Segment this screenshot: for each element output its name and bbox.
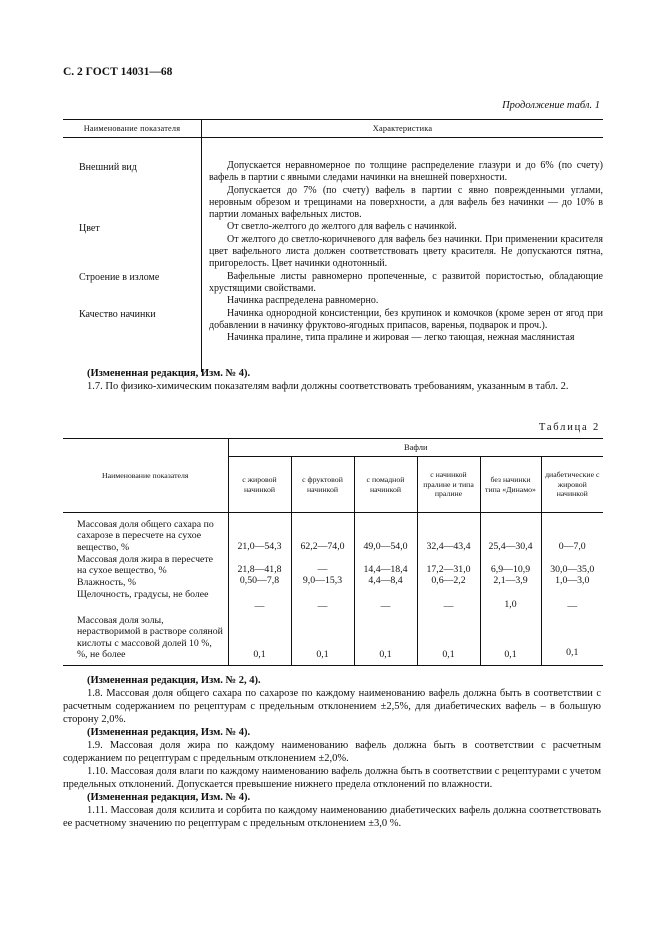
table-1-header (63, 119, 603, 138)
row-name-color: Цвет (79, 223, 100, 234)
clause-1-8: 1.8. Массовая доля общего сахара по сахарозе по каждому наименованию вафель должна быть в соответствии с расчетным содержанием по рецептурам с предельным отклонением ±2,5%, для диабетических вафель – в большую сторону 2,0%. (63, 688, 601, 725)
table-2 (63, 438, 603, 666)
value-cell: — (443, 601, 454, 612)
value-cell: 6,9—10,9 (490, 564, 531, 575)
value-cell: 0,6—2,2 (431, 575, 466, 586)
value-cell: 14,4—18,4 (363, 564, 408, 575)
char-paragraph: Начинка распределена равномерно. (227, 295, 379, 307)
row-name-appearance: Внешний вид (79, 162, 137, 173)
table-1-body (63, 138, 603, 372)
table-2-col-praline (417, 513, 480, 666)
value-cell: 25,4—30,4 (488, 541, 533, 552)
page-header: С. 2 ГОСТ 14031—68 (63, 66, 173, 78)
char-paragraph: От светло-желтого до желтого для вафель с начинкой. (227, 221, 457, 233)
table-2-col-fondant (354, 513, 417, 666)
text-block-1 (63, 367, 601, 393)
clause-1-11: 1.11. Массовая доля ксилита и сорбита по каждому наименованию диабетических вафель должна соответствовать ее расчетному значению по рецептурам с предельным отклонением ±3,0 %. (63, 805, 601, 829)
table-2-bottom-rule (63, 665, 603, 666)
row-name-alkalinity: Щелочность, градусы, не более (77, 589, 209, 600)
char-paragraph: От желтого до светло-коричневого для вафель без начинки. При применении красителя цвет вафельного листа должен соответствовать цвету красителя. Не допускаются пятна, пригорелость. Цвет начинки однотонный. (209, 233, 603, 270)
table-1-char-column (202, 138, 603, 372)
clause-1-9: 1.9. Массовая доля жира по каждому наименованию вафель должна быть в соответствии с расчетным содержанием по рецептурам с предельным отклонением ±2,0%. (63, 740, 601, 764)
col-header-diabetic: диабетические с жировой начинкой (541, 457, 603, 513)
char-paragraph: Допускается до 7% (по счету) вафель в партии с явно поврежденными углами, неровным обрезом и трещинами на поверхности, а для вафель без начинки — до 10% в партии ломаных вафельных листов. (209, 184, 603, 221)
revision-note: (Измененная редакция, Изм. № 4). (87, 792, 251, 803)
value-cell: 9,0—15,3 (302, 575, 343, 586)
col-header-praline: с начинкой пралине и типа пралине (417, 457, 480, 513)
value-cell: 0,1 (442, 649, 455, 660)
table-2-row-names (63, 513, 228, 665)
char-paragraph: Вафельные листы равномерно пропеченные, с развитой пористостью, обладающие хрустящими свойствами. (209, 270, 603, 294)
row-name-sugar: Массовая доля общего сахара по сахарозе в пересчете на сухое вещество, % (77, 519, 214, 553)
value-cell: 0,1 (253, 649, 266, 660)
value-cell: — (317, 601, 328, 612)
value-cell: 21,0—54,3 (237, 541, 282, 552)
value-cell: 0,1 (566, 647, 579, 658)
char-paragraph: Начинка пралине, типа пралине и жировая — легко тающая, нежная маслянистая (227, 332, 575, 344)
char-paragraph: Допускается неравномерное по толщине распределение глазури и до 6% (по счету) вафель в партии с явными следами начинки на внешней поверхности. (209, 160, 603, 184)
table-2-col-fruit (291, 513, 354, 666)
value-cell: — (380, 601, 391, 612)
value-cell: 21,8—41,8 (237, 564, 282, 575)
value-cell: 17,2—31,0 (426, 564, 471, 575)
table-2-name-header: Наименование показателя (63, 439, 228, 513)
value-cell: 2,1—3,9 (493, 575, 528, 586)
revision-note: (Измененная редакция, Изм. № 4). (87, 368, 251, 379)
text-block-2 (63, 674, 601, 830)
value-cell: 49,0—54,0 (363, 541, 408, 552)
col-header-fondant: с помадной начинкой (354, 457, 417, 513)
table-2-group-header: Вафли (228, 439, 603, 457)
table-1 (63, 119, 603, 372)
value-cell: 1,0 (504, 599, 517, 610)
value-cell: — (254, 601, 265, 612)
value-cell: 1,0—3,0 (555, 575, 590, 586)
table-1-name-column (63, 138, 202, 372)
clause-1-10: 1.10. Массовая доля влаги по каждому наименованию вафель должна быть в соответствии с рецептурами с учетом предельных отклонений. Допускается превышение нижнего предела отклонений по влажности. (63, 766, 601, 790)
value-cell: — (567, 601, 578, 612)
table-2-title: Таблица 2 (538, 422, 600, 433)
row-name-fracture: Строение в изломе (79, 272, 160, 283)
table-2-col-diabetic (541, 513, 603, 666)
value-cell: 0,1 (379, 649, 392, 660)
table-2-col-fat (228, 513, 291, 666)
row-name-moisture: Влажность, % (77, 577, 137, 588)
value-cell: 32,4—43,4 (426, 541, 471, 552)
col-header-fat: с жировой начинкой (228, 457, 291, 513)
value-cell: 0—7,0 (558, 541, 586, 552)
value-cell: 0,1 (316, 649, 329, 660)
row-name-filling-quality: Качество начинки (79, 309, 156, 320)
row-name-ash: Массовая доля золы, нерастворимой в растворе соляной кислоты с массовой долей 10 %, %, не более (77, 615, 223, 661)
char-paragraph: Начинка однородной консистенции, без крупинок и комочков (кроме зерен от ягод при добавлении в начинку фруктово-ягодных припасов, варенья, подварок и проч.). (209, 307, 603, 331)
table-2-col-dinamo (480, 513, 541, 666)
value-cell: 4,4—8,4 (368, 575, 403, 586)
value-cell: — (317, 564, 328, 575)
value-cell: 0,1 (504, 649, 517, 660)
table-1-col-char-header: Характеристика (372, 124, 433, 133)
table-1-col-name-header: Наименование показателя (63, 120, 202, 137)
value-cell: 0,50—7,8 (239, 575, 280, 586)
revision-note: (Измененная редакция, Изм. № 2, 4). (87, 675, 261, 686)
row-name-fat: Массовая доля жира в пересчете на сухое вещество, % (77, 554, 213, 577)
clause-1-7: 1.7. По физико-химическим показателям вафли должны соответствовать требованиям, указанным в табл. 2. (87, 381, 569, 392)
value-cell: 62,2—74,0 (300, 541, 345, 552)
value-cell: 30,0—35,0 (550, 564, 595, 575)
revision-note: (Измененная редакция, Изм. № 4). (87, 727, 251, 738)
table-2-row-names-cell (63, 513, 228, 666)
col-header-dinamo: без начинки типа «Динамо» (480, 457, 541, 513)
col-header-fruit: с фруктовой начинкой (291, 457, 354, 513)
table-continuation-label: Продолжение табл. 1 (502, 100, 600, 111)
